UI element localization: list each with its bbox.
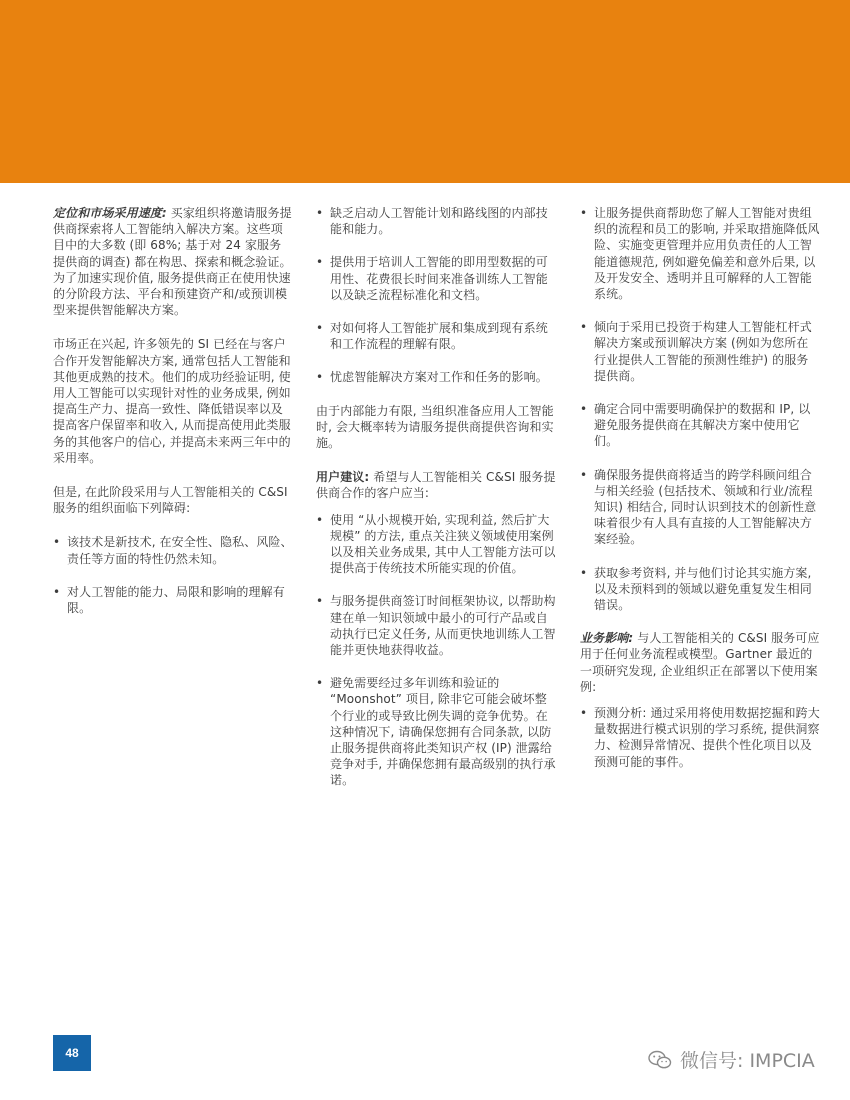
list-item: • 确定合同中需要明确保护的数据和 IP, 以避免服务提供商在其解决方案中使用它们。 bbox=[580, 401, 820, 450]
paragraph-market: 市场正在兴起, 许多领先的 SI 已经在与客户合作开发智能解决方案, 通常包括人工智能和其他更成熟的技术。他们的成功经验证明, 使用人工智能可以实现针对性的业务成果, 例如提高生产力、提高一致性、降低错误率以及提高客户保留率和收入, 从而提高使用此类服务的其他客户的信心, 并提高未来两三年中的采用率。 bbox=[53, 337, 291, 465]
wechat-icon bbox=[648, 1050, 672, 1070]
obstacles-list bbox=[53, 534, 293, 616]
use-case-list bbox=[580, 705, 820, 770]
list-item: • 确保服务提供商将适当的跨学科顾问组合与相关经验 (包括技术、领域和行业/流程知识) 相结合, 同时认识到技术的创新性意味着很少有人具有直接的人工智能解决方案经验。 bbox=[580, 467, 820, 548]
paragraph-text: 希望与人工智能相关 C&SI 服务提供商合作的客户应当: bbox=[316, 470, 556, 501]
paragraph-internal-capability: 由于内部能力有限, 当组织准备应用人工智能时, 会大概率转为请服务提供商提供咨询和实施。 bbox=[316, 403, 554, 451]
list-item: • 避免需要经过多年训练和验证的 “Moonshot” 项目, 除非它可能会破坏整个行业的或导致比例失调的竞争优势。在这种情况下, 请确保您拥有合同条款, 以防止服务提供商将此类知识产权 (IP) 泄露给竞争对手, 并确保您拥有最高级别的执行承诺。 bbox=[316, 675, 556, 788]
list-item: • 与服务提供商签订时间框架协议, 以帮助构建在单一知识领域中最小的可行产品或自动执行已定义任务, 从而更快地训练人工智能并更快地获得收益。 bbox=[316, 593, 556, 658]
lead-in-positioning: 定位和市场采用速度: bbox=[53, 206, 167, 220]
paragraph-user-advice bbox=[316, 469, 556, 501]
list-item: • 使用 “从小规模开始, 实现利益, 然后扩大规模” 的方法, 重点关注狭义领域使用案例以及相关业务成果, 其中人工智能方法可以提供高于传统技术所能实现的价值。 bbox=[316, 512, 556, 577]
paragraph-positioning bbox=[53, 205, 293, 318]
paragraph-obstacles-intro: 但是, 在此阶段采用与人工智能相关的 C&SI 服务的组织面临下列障碍: bbox=[53, 485, 288, 516]
list-item: • 倾向于采用已投资于构建人工智能杠杆式解决方案或预训解决方案 (例如为您所在行业提供人工智能的预测性维护) 的服务提供商。 bbox=[580, 319, 820, 384]
advice-list-continued bbox=[580, 205, 820, 613]
watermark-text: 微信号: IMPCIA bbox=[680, 1050, 815, 1072]
obstacles-list-continued bbox=[316, 205, 556, 386]
list-item: • 获取参考资料, 并与他们讨论其实施方案, 以及未预料到的领域以避免重复发生相同错误。 bbox=[580, 565, 820, 614]
wechat-watermark bbox=[648, 1046, 815, 1073]
list-item: • 让服务提供商帮助您了解人工智能对贵组织的流程和员工的影响, 并采取措施降低风险、实施变更管理并应用负责任的人工智能道德规范, 例如避免偏差和意外后果, 以及开发安全、透明并且可解释的人工智能系统。 bbox=[580, 205, 820, 302]
lead-in-business-impact: 业务影响: bbox=[580, 631, 634, 646]
column-left bbox=[53, 205, 293, 633]
list-item: • 预测分析: 通过采用将使用数据挖掘和跨大量数据进行模式识别的学习系统, 提供洞察力、检测异常情况、提供个性化项目以及预测可能的事件。 bbox=[580, 705, 820, 770]
lead-in-user-advice: 用户建议: bbox=[316, 470, 370, 485]
column-right bbox=[580, 205, 820, 787]
list-item: • 提供用于培训人工智能的即用型数据的可用性、花费很长时间来准备训练人工智能以及缺乏流程标准化和文档。 bbox=[316, 254, 556, 303]
paragraph-text: 与人工智能相关的 C&SI 服务可应用于任何业务流程或模型。Gartner 最近的一项研究发现, 企业组织正在部署以下使用案例: bbox=[580, 631, 820, 694]
paragraph-text: 买家组织将邀请服务提供商探索将人工智能纳入解决方案。这些项目中的大多数 (即 68%; 基于对 24 家服务提供商的调查) 都在构思、探索和概念验证。为了加速实现价值, 服务提供商正在使用快速的分阶段方法、平台和预建资产和/或预训模型来提供智能解决方案。 bbox=[53, 206, 292, 318]
column-middle bbox=[316, 205, 556, 806]
list-item: • 对人工智能的能力、局限和影响的理解有限。 bbox=[53, 584, 293, 616]
list-item: • 对如何将人工智能扩展和集成到现有系统和工作流程的理解有限。 bbox=[316, 320, 556, 352]
list-item: • 缺乏启动人工智能计划和路线图的内部技能和能力。 bbox=[316, 205, 556, 237]
orange-header-banner bbox=[0, 0, 850, 183]
paragraph-business-impact bbox=[580, 630, 820, 695]
list-item: • 该技术是新技术, 在安全性、隐私、风险、责任等方面的特性仍然未知。 bbox=[53, 534, 293, 566]
list-item: • 忧虑智能解决方案对工作和任务的影响。 bbox=[316, 369, 556, 385]
page-number: 48 bbox=[53, 1035, 91, 1071]
advice-list bbox=[316, 512, 556, 789]
